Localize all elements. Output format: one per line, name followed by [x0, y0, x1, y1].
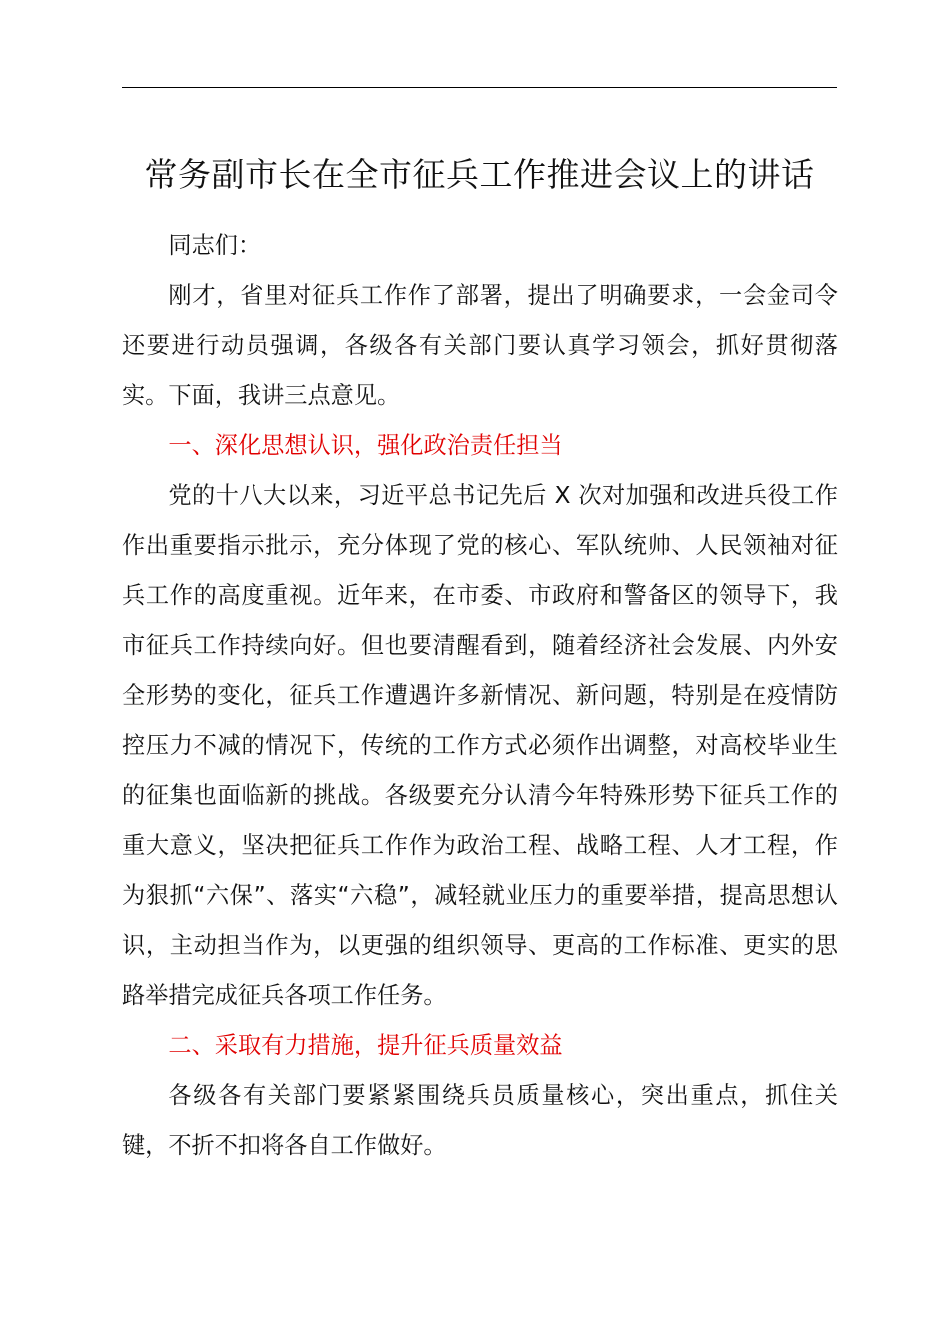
paragraph-intro: 刚才，省里对征兵工作作了部署，提出了明确要求，一会金司令还要进行动员强调，各级各有关部门要认真学习领会，抓好贯彻落实。下面，我讲三点意见。: [122, 282, 838, 409]
section-heading-2: 二、采取有力措施，提升征兵质量效益: [168, 1032, 563, 1059]
paragraph-section-2: 各级各有关部门要紧紧围绕兵员质量核心，突出重点，抓住关键，不折不扣将各自工作做好。: [122, 1082, 838, 1159]
document-body: [122, 221, 838, 1171]
section-heading-1: 一、深化思想认识，强化政治责任担当: [168, 432, 563, 459]
header-rule: [122, 87, 837, 88]
salutation: 同志们：: [168, 232, 262, 259]
paragraph-section-1: 党的十八大以来，习近平总书记先后 X 次对加强和改进兵役工作作出重要指示批示，充分体现了党的核心、军队统帅、人民领袖对征兵工作的高度重视。近年来，在市委、市政府和警备区的领导下，我市征兵工作持续向好。但也要清醒看到，随着经济社会发展、内外安全形势的变化，征兵工作遭遇许多新情况、新问题，特别是在疫情防控压力不减的情况下，传统的工作方式必须作出调整，对高校毕业生的征集也面临新的挑战。各级要充分认清今年特殊形势下征兵工作的重大意义，坚决把征兵工作作为政治工程、战略工程、人才工程，作为狠抓“六保”、落实“六稳”，减轻就业压力的重要举措，提高思想认识，主动担当作为，以更强的组织领导、更高的工作标准、更实的思路举措完成征兵各项工作任务。: [122, 482, 838, 1009]
document-title: 常务副市长在全市征兵工作推进会议上的讲话: [144, 155, 815, 194]
